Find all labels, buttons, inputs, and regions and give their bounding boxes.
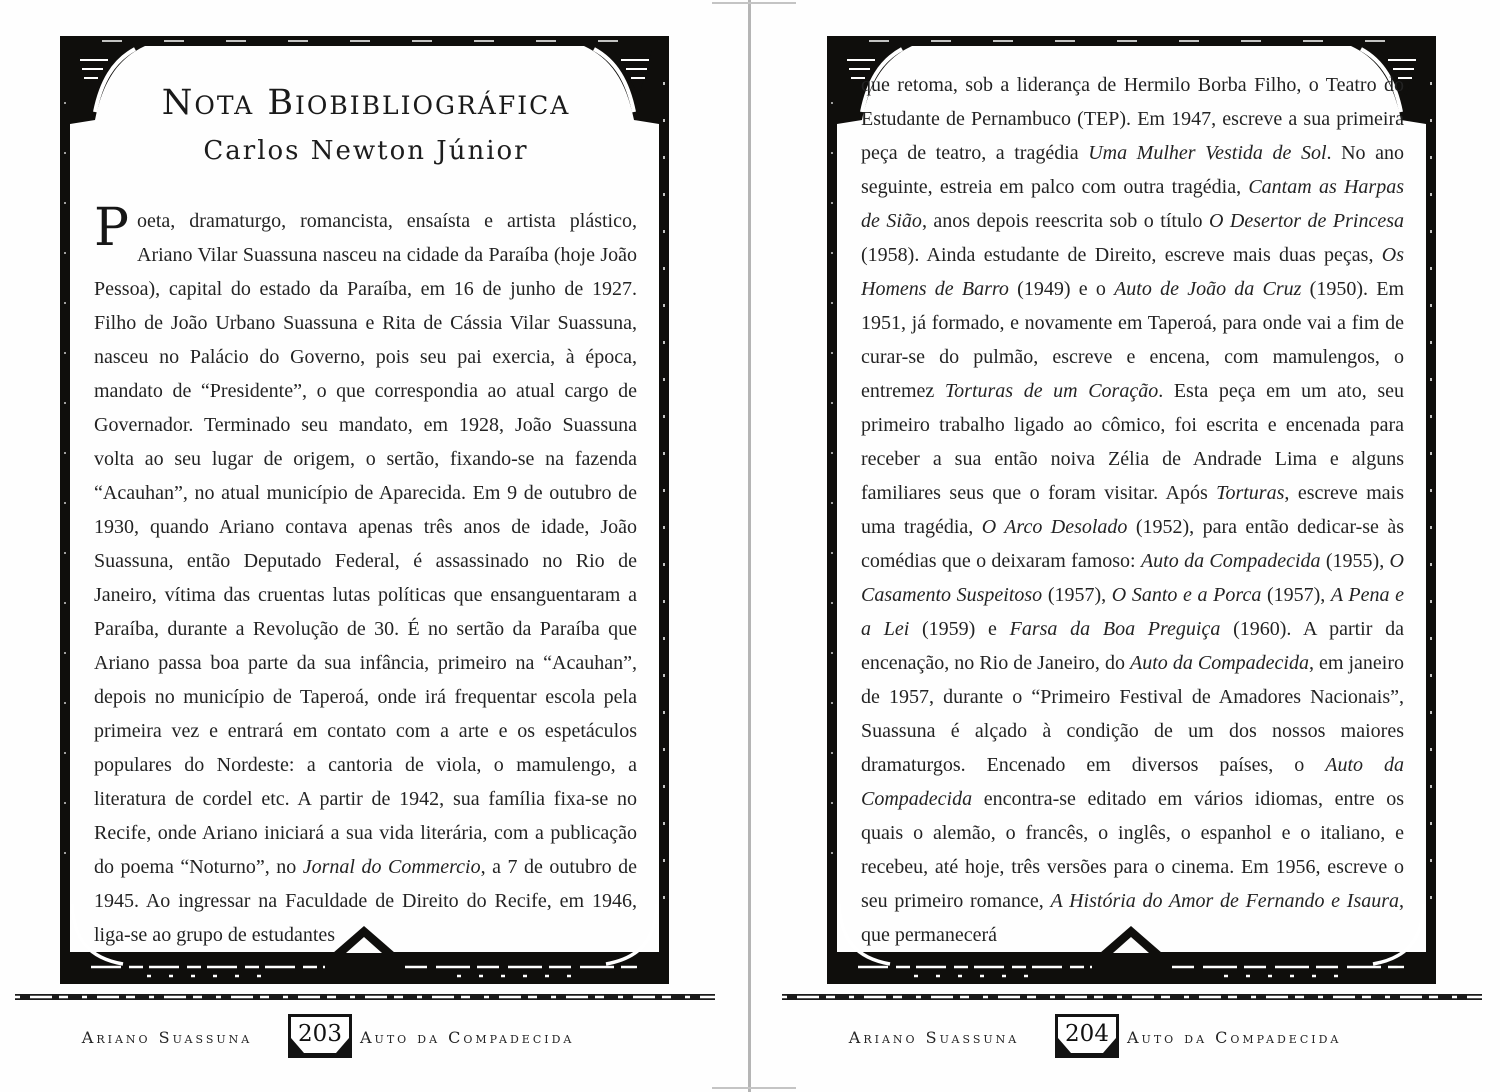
page-number: 204 (1065, 1021, 1109, 1047)
running-header-author: Ariano Suassuna (81, 1028, 253, 1047)
dropcap-letter: P (94, 204, 129, 258)
right-page-footer (824, 1014, 1439, 1074)
running-header-book-title: Auto da Compadecida (1127, 1028, 1342, 1047)
paragraph: que retoma, sob a liderança de Hermilo Borba Filho, o Teatro do Estudante de Pernambuco (TEP). Em 1947, escreve a sua primeira peça de teatro, a tragédia Uma Mulher Vestida de Sol. No ano seguinte, estreia em palco com outra tragédia, Cantam as Harpas de Sião, anos depois reescrita sob o título O Desertor de Princesa (1958). Ainda estudante de Direito, escreve mais duas peças, Os Homens de Barro (1949) e o Auto de João da Cruz (1950). Em 1951, já formado, e novamente em Taperoá, para onde vai a fim de curar-se do pulmão, escreve e encena, com mamulengos, o entremez Torturas de um Coração. Esta peça em um ato, seu primeiro trabalho ligado ao cômico, foi escrita e encenada para receber a sua então noiva Zélia de Andrade Lima e alguns familiares seus que o foram visitar. Após Torturas, escreve mais uma tragédia, O Arco Desolado (1952), para então dedicar-se às comédias que o deixaram famoso: Auto da Compadecida (1955), O Casamento Suspeitoso (1957), O Santo e a Porca (1957), A Pena e a Lei (1959) e Farsa da Boa Preguiça (1960). A partir da encenação, no Rio de Janeiro, do Auto da Compadecida, em janeiro de 1957, durante o “Primeiro Festival de Amadores Nacionais”, Suassuna é alçado à condição de um dos nossos maiores dramaturgos. Encenado em diversos países, o Auto da Compadecida encontra-se editado em vários idiomas, entre os quais o alemão, o francês, o inglês, o espanhol e o italiano, e recebeu, até hoje, três versões para o cinema. Em 1956, escreve o seu primeiro romance, A História do Amor de Fernando e Isaura, que permanecerá (861, 74, 1404, 946)
page-number-box (1055, 1014, 1119, 1058)
body-text-right (861, 68, 1404, 956)
page-number: 203 (298, 1021, 342, 1047)
page-number-box (288, 1014, 352, 1058)
page-title: Nota Biobibliográfica (161, 83, 571, 123)
gutter-tick-top (712, 2, 796, 4)
right-page (824, 32, 1439, 1032)
gutter-tick-bottom (712, 1087, 796, 1089)
left-page-footer (57, 1014, 672, 1074)
page-gutter-line (748, 0, 751, 1092)
page-subtitle-author: Carlos Newton Júnior (203, 136, 529, 166)
paragraph: Poeta, dramaturgo, romancista, ensaísta e artista plástico, Ariano Vilar Suassuna nasceu na cidade da Paraíba (hoje João Pessoa), capital do estado da Paraíba, em 16 de junho de 1927. Filho de João Urbano Suassuna e Rita de Cássia Vilar Suassuna, nasceu no Palácio do Governo, pois seu pai exercia, à época, mandato de “Presidente”, o que correspondia ao atual cargo de Governador. Terminado seu mandato, em 1928, João Suassuna volta ao seu lugar de origem, o sertão, fixando-se na fazenda “Acauhan”, no atual município de Aparecida. Em 9 de outubro de 1930, quando Ariano contava apenas três anos de idade, João Suassuna, então Deputado Federal, é assassinado no Rio de Janeiro, vítima das cruentas lutas políticas que ensanguentaram a Paraíba, durante a Revolução de 30. É no sertão da Paraíba que Ariano passa boa parte da sua infância, primeiro na “Acauhan”, depois no município de Taperoá, onde irá frequentar escola pela primeira vez e entrará em contato com a arte e os espetáculos populares do Nordeste: a cantoria de viola, o mamulengo, a literatura de cordel etc. A partir de 1942, sua família fixa-se no Recife, onde Ariano iniciará a sua vida literária, com a publicação do poema “Noturno”, no Jornal do Commercio, a 7 de outubro de 1945. Ao ingressar na Faculdade de Direito do Recife, em 1946, liga-se ao grupo de estudantes (94, 204, 637, 946)
left-page (57, 32, 672, 1032)
body-text-left (94, 204, 637, 956)
running-header-book-title: Auto da Compadecida (360, 1028, 575, 1047)
running-header-author: Ariano Suassuna (848, 1028, 1020, 1047)
